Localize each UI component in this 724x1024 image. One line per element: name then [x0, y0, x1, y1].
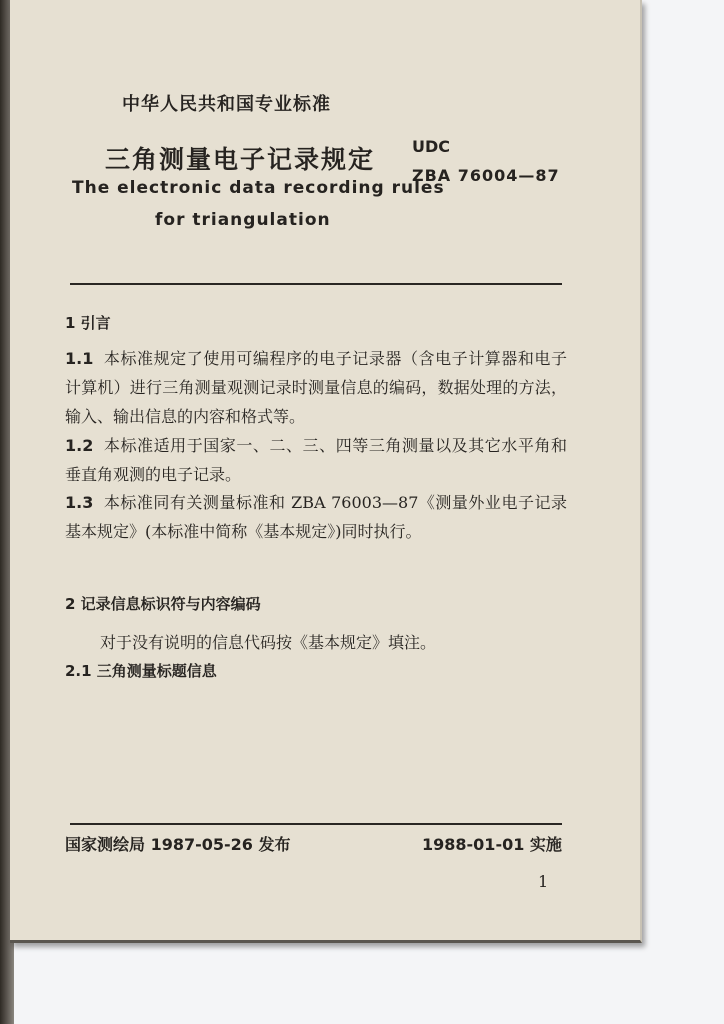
publisher-line: 中华人民共和国专业标准 — [122, 94, 331, 115]
page-number: 1 — [538, 872, 549, 891]
paragraph-1-3-text: 本标准同有关测量标准和 ZBA 76003—87《测量外业电子记录基本规定》(本标准中简称《基本规定》)同时执行。 — [65, 493, 567, 541]
title-english-line1: The electronic data recording rules — [72, 178, 445, 198]
paragraph-1-1-text: 本标准规定了使用可编程序的电子记录器（含电子计算器和电子计算机）进行三角测量观测记录时测量信息的编码，数据处理的方法，输入、输出信息的内容和格式等。 — [65, 349, 567, 426]
effective-date: 1988-01-01 实施 — [422, 835, 562, 854]
standard-code: ZBA 76004—87 — [412, 166, 560, 185]
paragraph-1-3-number: 1.3 — [65, 493, 94, 512]
title-english-line2: for triangulation — [155, 210, 331, 230]
section-2-1-heading: 2.1 三角测量标题信息 — [65, 662, 217, 680]
section-2-heading: 2 记录信息标识符与内容编码 — [65, 595, 261, 613]
header-divider — [70, 283, 562, 285]
issue-date: 国家测绘局 1987-05-26 发布 — [65, 835, 291, 854]
paragraph-2-intro: 对于没有说明的信息代码按《基本规定》填注。 — [100, 633, 437, 652]
footer-divider — [70, 823, 562, 825]
document-page — [10, 0, 642, 943]
title-chinese: 三角测量电子记录规定 — [105, 145, 376, 174]
paragraph-1-1 — [65, 344, 567, 431]
paragraph-1-2-text: 本标准适用于国家一、二、三、四等三角测量以及其它水平角和垂直角观测的电子记录。 — [65, 436, 567, 484]
section-1-heading: 1 引言 — [65, 314, 111, 332]
paragraph-1-1-number: 1.1 — [65, 349, 94, 368]
paragraph-1-2-number: 1.2 — [65, 436, 94, 455]
paragraph-1-2 — [65, 431, 567, 489]
paragraph-1-3 — [65, 488, 567, 546]
udc-label: UDC — [412, 137, 451, 156]
